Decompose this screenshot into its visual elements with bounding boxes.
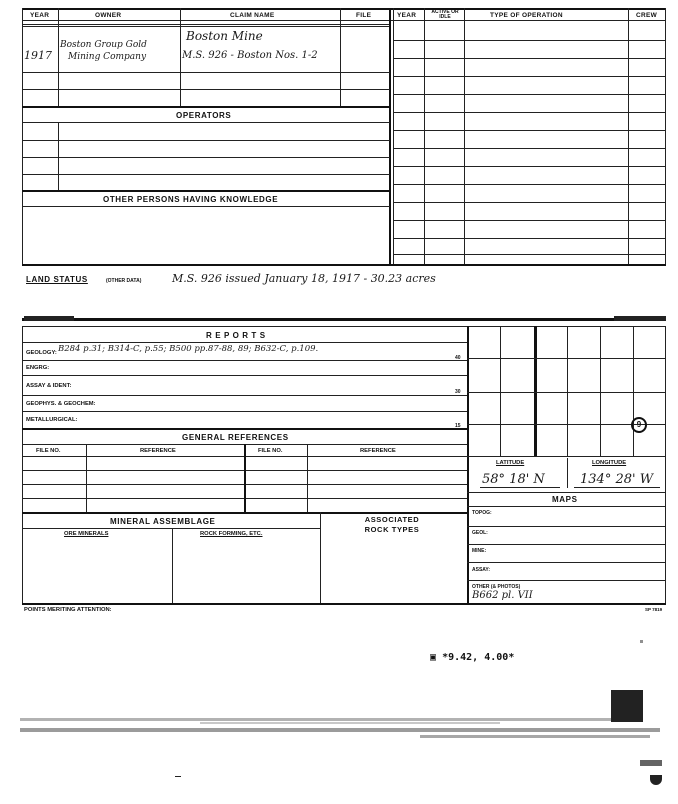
report-value-geology: B284 p.31; B314-C, p.55; B500 pp.87-88, 89; B632-C, p.109. [58, 344, 319, 354]
reports-title: R E P O R T S [206, 331, 266, 340]
gen-ref-header-file-no-1: FILE NO. [36, 448, 61, 454]
report-label-metallurgical: METALLURGICAL: [26, 417, 78, 423]
longitude-value: 134° 28' W [580, 472, 654, 487]
stamp [430, 652, 514, 663]
latitude-label: LATITUDE [496, 460, 525, 466]
entry-owner-line-1: Boston Group Gold [60, 40, 147, 50]
report-number-geology: 40 [455, 355, 461, 361]
points-meriting-attention: POINTS MERITING ATTENTION: [24, 607, 112, 613]
form-number: SP 7819 [645, 607, 663, 612]
maps-topog: TOPOG: [472, 510, 492, 516]
gen-ref-header-reference-2: REFERENCE [360, 448, 396, 454]
general-references-title: GENERAL REFERENCES [182, 433, 289, 442]
header-crew: CREW [636, 12, 658, 19]
entry-owner-line-2: Mining Company [68, 52, 147, 62]
maps-geol: GEOL: [472, 530, 488, 536]
header-active-idle: ACTIVE OR IDLE [431, 9, 459, 20]
latitude-value: 58° 18' N [482, 472, 545, 487]
location-marker-label: 9 [636, 420, 642, 429]
report-number-metallurgical: 15 [455, 423, 461, 429]
stamp-end-asterisk-icon: * [508, 652, 515, 663]
report-label-engrg: ENGRG: [26, 365, 50, 371]
entry-year: 1917 [24, 49, 52, 62]
header-file: FILE [356, 12, 372, 19]
gen-ref-header-file-no-2: FILE NO. [258, 448, 283, 454]
maps-title: MAPS [552, 495, 578, 504]
longitude-label: LONGITUDE [592, 460, 627, 466]
gen-ref-header-reference-1: REFERENCE [140, 448, 176, 454]
report-label-geology: GEOLOGY: [26, 350, 57, 356]
stamp-mark-icon: ▣ [430, 652, 437, 663]
maps-assay: ASSAY: [472, 567, 491, 573]
header-type-of-operation: TYPE OF OPERATION [490, 12, 563, 19]
rock-forming-header: ROCK FORMING, ETC. [200, 531, 263, 537]
header-year: YEAR [30, 12, 50, 19]
maps-other-label: OTHER (& PHOTOS) [472, 584, 521, 590]
other-persons-title: OTHER PERSONS HAVING KNOWLEDGE [103, 195, 279, 204]
header-claim-name: CLAIM NAME [230, 12, 275, 19]
header-owner: OWNER [95, 12, 122, 19]
maps-mine: MINE: [472, 548, 487, 554]
report-label-geophys: GEOPHYS. & GEOCHEM: [26, 401, 96, 407]
land-status-sublabel: (OTHER DATA) [106, 278, 142, 284]
entry-claim-line-2: M.S. 926 - Boston Nos. 1-2 [182, 50, 318, 61]
location-marker [631, 417, 647, 433]
maps-other-value: B662 pl. VII [472, 590, 533, 601]
associated-rock-types: ASSOCIATED ROCK TYPES [364, 515, 420, 534]
mineral-assemblage-title: MINERAL ASSEMBLAGE [110, 517, 216, 526]
header-year-2: YEAR [397, 12, 417, 19]
stamp-text: 9.42, 4.00 [448, 652, 509, 663]
entry-claim-line-1: Boston Mine [186, 29, 263, 43]
stamp-asterisk-icon: * [442, 652, 449, 663]
ore-minerals-header: ORE MINERALS [64, 531, 109, 537]
report-number-assay: 30 [455, 389, 461, 395]
land-status-value: M.S. 926 issued January 18, 1917 - 30.23 acres [172, 272, 436, 285]
report-label-assay: ASSAY & IDENT: [26, 383, 72, 389]
operators-title: OPERATORS [176, 111, 232, 120]
land-status-label: LAND STATUS [26, 275, 88, 284]
